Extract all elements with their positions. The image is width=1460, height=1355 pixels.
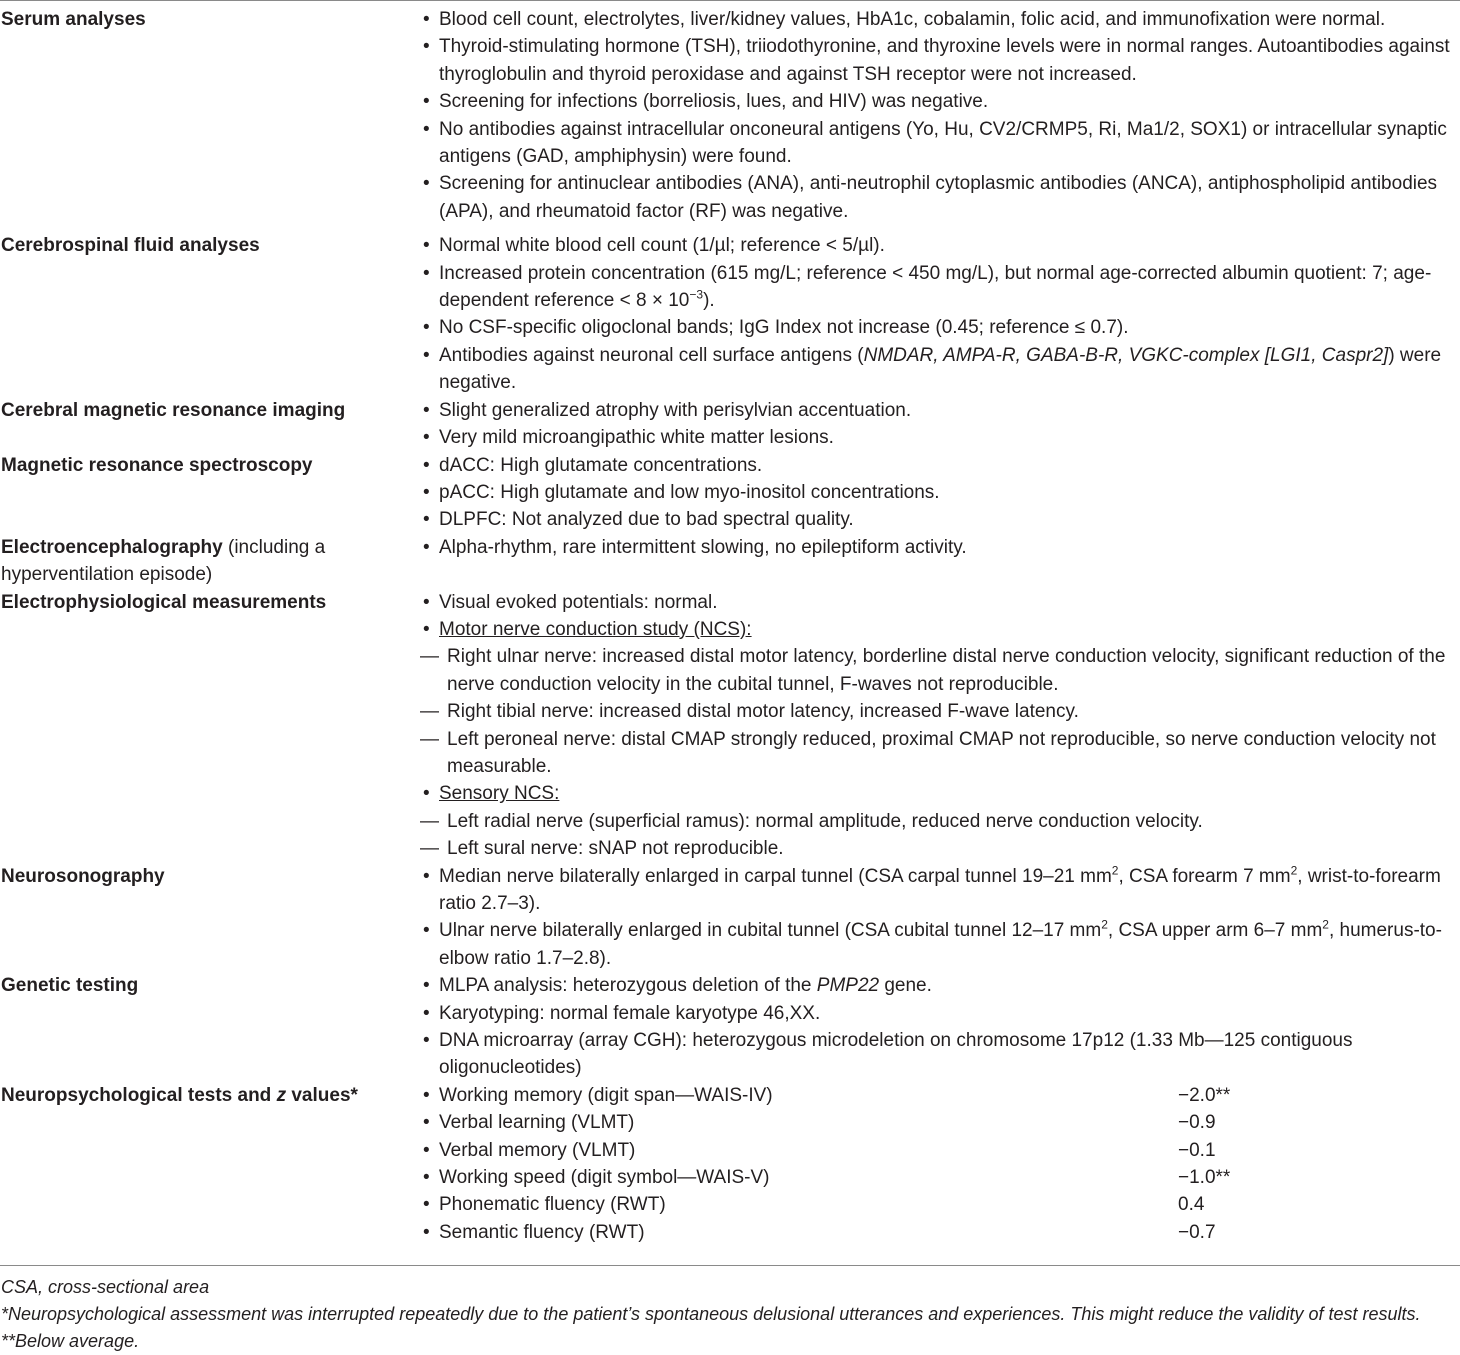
table-row [0,397,1460,452]
bullet-icon: • [423,36,430,58]
list-item: • Very mild microangipathic white matter lesions. [418,424,1460,451]
bullet-icon: • [423,536,430,558]
bullet-icon: • [423,618,430,640]
bullet-icon: • [423,1112,430,1134]
bullet-icon: • [423,317,430,339]
table-row [0,589,1460,863]
z-value: −0.1 [1178,1139,1216,1161]
z-value: 0.4 [1178,1194,1205,1216]
list-item: • Increased protein concentration (615 mg/L; reference < 450 mg/L), but normal age-corrected albumin quotient: 7; age-dependent reference < $8 \times 10^{-3}$). [418,260,1460,315]
bullet-icon: • [423,173,430,195]
list-item: • Blood cell count, electrolytes, liver/kidney values, HbA1c, cobalamin, folic acid, and immunofixation were normal. [418,6,1460,33]
list-item: • Ulnar nerve bilaterally enlarged in cubital tunnel (CSA cubital tunnel 12–17 $mm^2$, CSA upper arm 6–7 $mm^2$, humerus-to-elbow ratio 1.7–2.8). [423,918,1442,969]
sub-list-item: — Left radial nerve (superficial ramus): normal amplitude, reduced nerve conduction velocity. [418,808,1460,835]
footnote: CSA, cross-sectional area [1,1277,210,1297]
list-item: • Visual evoked potentials: normal. [418,589,1460,616]
z-value: −0.7 [1178,1221,1216,1243]
row-label: Magnetic resonance spectroscopy [1,454,313,476]
row-label: Genetic testing [1,975,139,997]
test-row [418,1191,1460,1218]
row-content [418,1082,1460,1246]
test-name: Semantic fluency (RWT) [439,1221,645,1243]
z-value: −2.0** [1178,1084,1231,1106]
table-row [0,1082,1460,1246]
bullet-icon: • [423,1221,430,1243]
table-row [0,6,1460,225]
list-item: • DLPFC: Not analyzed due to bad spectral quality. [418,506,1460,533]
test-row [418,1137,1460,1164]
row-content [418,534,1460,589]
table-row [0,863,1460,973]
bullet-icon: • [423,118,430,140]
list-item: • Motor nerve conduction study (NCS): [418,616,1460,643]
test-row [418,1164,1460,1191]
test-name: Phonematic fluency (RWT) [439,1194,666,1216]
row-label: Serum analyses [1,9,146,30]
bullet-icon: • [423,481,430,503]
bullet-icon: • [423,91,430,113]
test-row [418,1082,1460,1109]
bullet-icon: • [423,1139,430,1161]
test-name: Verbal learning (VLMT) [439,1112,635,1134]
row-label: Electroencephalography (including a hyperventilation episode) [1,536,326,586]
footnote: *Neuropsychological assessment was interrupted repeatedly due to the patient’s spontaneous delusional utterances and experiences. This might reduce the validity of test results. [1,1304,1421,1324]
dash-icon: — [420,838,439,860]
list-item: • Thyroid-stimulating hormone (TSH), triiodothyronine, and thyroxine levels were in normal ranges. Autoantibodies against thyroglobulin and thyroid peroxidase and against TSH receptor were not increased. [418,33,1460,88]
findings-table [0,6,1460,1246]
table-bottom-rule [0,1265,1460,1266]
table-row [0,534,1460,589]
list-item: • Median nerve bilaterally enlarged in carpal tunnel (CSA carpal tunnel 19–21 $mm^2$, CSA forearm 7 $mm^2$, wrist-to-forearm ratio 2.7–3). [423,863,1441,914]
row-content [418,863,1460,973]
list-item: • Normal white blood cell count (1/µl; reference < 5/µl). [418,232,1460,259]
row-label: Electrophysiological measurements [1,591,327,613]
row-content [418,6,1460,225]
list-item: • DNA microarray (array CGH): heterozygous microdeletion on chromosome 17p12 (1.33 Mb—125 contiguous oligonucleotides) [418,1027,1460,1082]
bullet-icon: • [423,454,430,476]
bullet-icon: • [423,1002,430,1024]
bullet-icon: • [423,865,430,887]
footnotes [1,1274,1421,1355]
row-content [418,232,1460,396]
z-value: −1.0** [1178,1167,1231,1189]
bullet-icon: • [423,920,430,942]
list-item: • Screening for infections (borreliosis, lues, and HIV) was negative. [418,88,1460,115]
table-row [0,232,1460,396]
list-item: • Slight generalized atrophy with perisylvian accentuation. [418,397,1460,424]
test-name: Verbal memory (VLMT) [439,1139,636,1161]
bullet-icon: • [423,591,430,613]
dash-icon: — [420,810,439,832]
bullet-icon: • [423,1084,430,1106]
row-content [418,972,1460,1082]
list-item: • No CSF-specific oligoclonal bands; IgG Index not increase (0.45; reference ≤ 0.7). [418,314,1460,341]
list-item: • Alpha-rhythm, rare intermittent slowing, no epileptiform activity. [418,534,1460,561]
row-label: Cerebral magnetic resonance imaging [1,399,346,421]
bullet-icon: • [423,262,430,284]
list-item: • MLPA analysis: heterozygous deletion of the PMP22 gene. [418,972,1460,999]
bullet-icon: • [423,1194,430,1216]
list-item: • No antibodies against intracellular onconeural antigens (Yo, Hu, CV2/CRMP5, Ri, Ma1/2, SOX1) or intracellular synaptic antigens (GAD, amphiphysin) were found. [418,116,1460,171]
list-item: • Antibodies against neuronal cell surface antigens (NMDAR, AMPA-R, GABA-B-R, VGKC-complex [LGI1, Caspr2]) were negative. [418,342,1460,397]
sub-list-item: — Right tibial nerve: increased distal motor latency, increased F-wave latency. [418,698,1460,725]
bullet-icon: • [423,1167,430,1189]
z-value: −0.9 [1178,1112,1216,1134]
row-content [418,452,1460,534]
bullet-icon: • [423,975,430,997]
test-row [418,1219,1460,1246]
sub-list-item: — Left sural nerve: sNAP not reproducible. [418,835,1460,862]
row-label: Neurosonography [1,865,165,887]
list-item: • dACC: High glutamate concentrations. [418,452,1460,479]
bullet-icon: • [423,344,430,366]
row-label: Neuropsychological tests and z values* [1,1084,358,1106]
list-item: • Sensory NCS: [418,780,1460,807]
footnote: **Below average. [1,1331,140,1351]
bullet-icon: • [423,1030,430,1052]
bullet-icon: • [423,399,430,421]
dash-icon: — [420,646,439,668]
test-row [418,1109,1460,1136]
table-row [0,452,1460,534]
bullet-icon: • [423,9,430,30]
test-name: Working speed (digit symbol—WAIS-V) [439,1167,770,1189]
test-name: Working memory (digit span—WAIS-IV) [439,1084,773,1106]
list-item: • Screening for antinuclear antibodies (ANA), anti-neutrophil cytoplasmic antibodies (ANCA), antiphospholipid antibodies (APA), and rheumatoid factor (RF) was negative. [418,170,1460,225]
sub-list-item: — Right ulnar nerve: increased distal motor latency, borderline distal nerve conduction velocity, significant reduction of the nerve conduction velocity in the cubital tunnel, F-waves not reproducible. [418,643,1460,698]
table-row [0,972,1460,1082]
row-label: Cerebrospinal fluid analyses [1,235,260,257]
list-item: • Karyotyping: normal female karyotype 46,XX. [418,1000,1460,1027]
bullet-icon: • [423,783,430,805]
bullet-icon: • [423,509,430,531]
row-content [418,589,1460,863]
dash-icon: — [420,728,439,750]
table-top-rule [0,0,1460,1]
bullet-icon: • [423,427,430,449]
bullet-icon: • [423,235,430,257]
dash-icon: — [420,701,439,723]
row-content [418,397,1460,452]
sub-list-item: — Left peroneal nerve: distal CMAP strongly reduced, proximal CMAP not reproducible, so nerve conduction velocity not measurable. [418,726,1460,781]
list-item: • pACC: High glutamate and low myo-inositol concentrations. [418,479,1460,506]
